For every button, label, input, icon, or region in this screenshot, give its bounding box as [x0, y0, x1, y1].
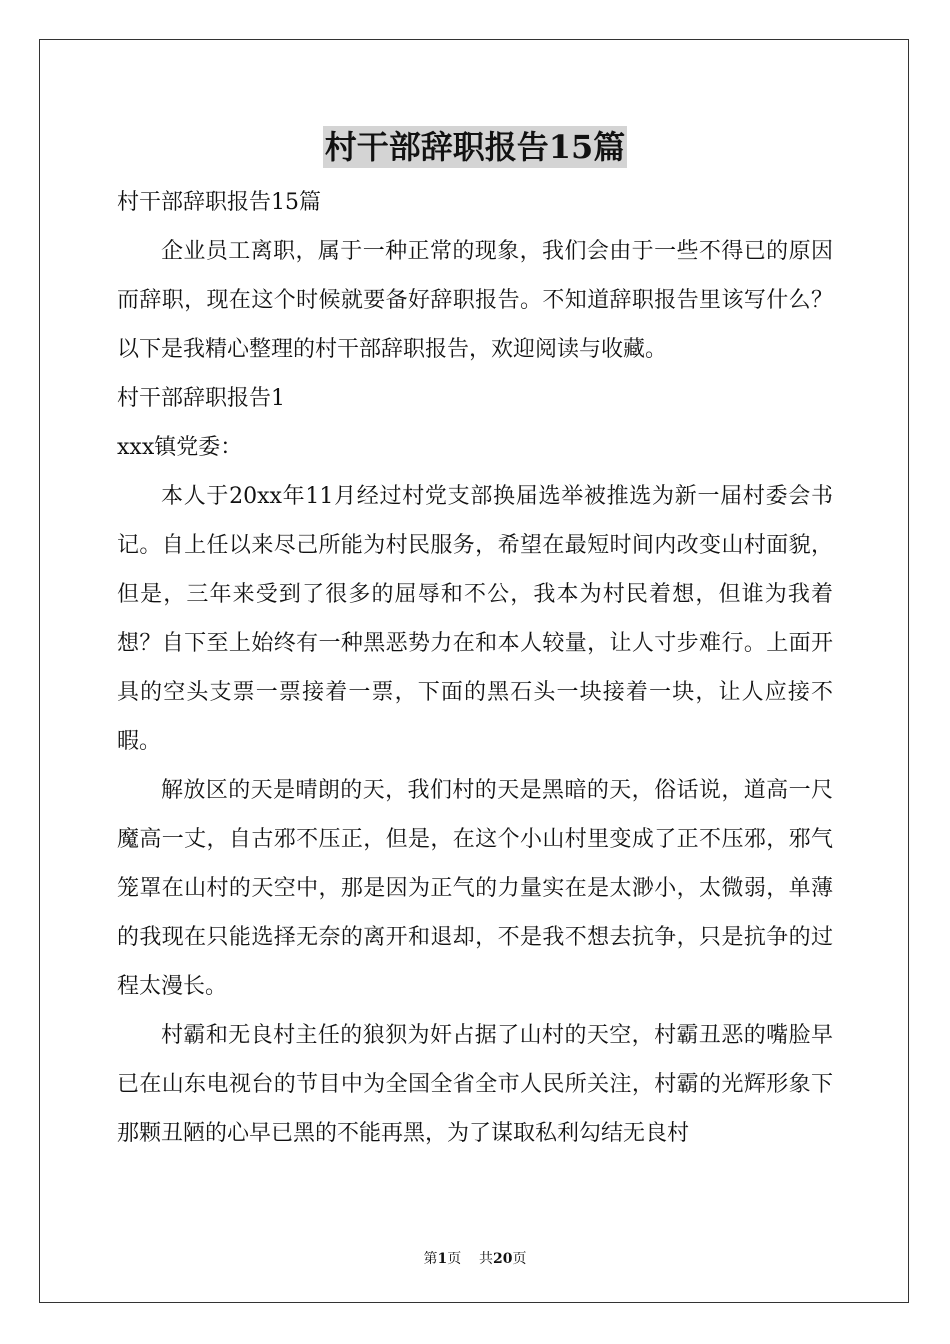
document-body [117, 178, 833, 1158]
salutation: xxx镇党委： [117, 435, 243, 460]
title-container [0, 126, 950, 168]
paragraph-intro: 企业员工离职，属于一种正常的现象，我们会由于一些不得已的原因而辞职，现在这个时候就要备好辞职报告。不知道辞职报告里该写什么？以下是我精心整理的村干部辞职报告，欢迎阅读与收藏。 [117, 239, 833, 362]
footer-prefix: 第 [423, 1251, 438, 1267]
section-heading-1: 村干部辞职报告1 [117, 386, 285, 411]
document-title: 村干部辞职报告15篇 [324, 128, 626, 166]
footer-total-pages: 20 [493, 1251, 513, 1267]
page-footer [0, 1248, 950, 1268]
paragraph-body-2: 解放区的天是晴朗的天，我们村的天是黑暗的天，俗话说，道高一尺魔高一丈，自古邪不压正，但是，在这个小山村里变成了正不压邪，邪气笼罩在山村的天空中，那是因为正气的力量实在是太渺小，太微弱，单薄的我现在只能选择无奈的离开和退却，不是我不想去抗争，只是抗争的过程太漫长。 [117, 778, 833, 999]
footer-suffix: 页 [512, 1251, 527, 1267]
paragraph-subtitle: 村干部辞职报告15篇 [117, 190, 321, 215]
paragraph-body-3: 村霸和无良村主任的狼狈为奸占据了山村的天空，村霸丑恶的嘴脸早已在山东电视台的节目中为全国全省全市人民所关注，村霸的光辉形象下那颗丑陋的心早已黑的不能再黑，为了谋取私利勾结无良村 [117, 1023, 833, 1146]
paragraph-body-1: 本人于20xx年11月经过村党支部换届选举被推选为新一届村委会书记。自上任以来尽己所能为村民服务，希望在最短时间内改变山村面貌，但是，三年来受到了很多的屈辱和不公，我本为村民着想，但谁为我着想？自下至上始终有一种黑恶势力在和本人较量，让人寸步难行。上面开具的空头支票一票接着一票，下面的黑石头一块接着一块，让人应接不暇。 [117, 484, 833, 754]
footer-mid: 页 共 [447, 1251, 494, 1267]
footer-current-page: 1 [437, 1251, 448, 1267]
